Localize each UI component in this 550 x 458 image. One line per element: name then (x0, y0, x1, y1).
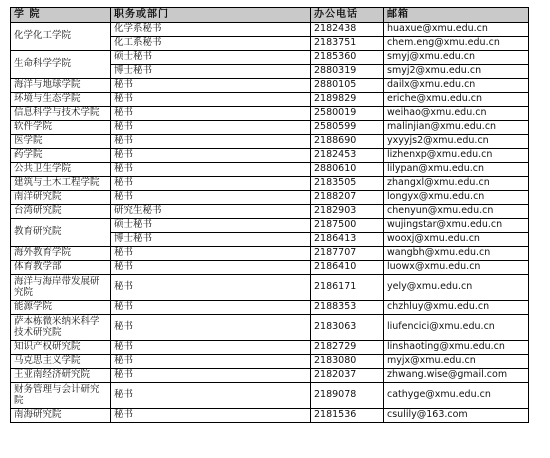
email-cell: chenyun@xmu.edu.cn (384, 205, 529, 219)
college-cell: 信息科学与技术学院 (11, 107, 111, 121)
role-cell: 秘书 (111, 177, 311, 191)
table-row (11, 315, 529, 341)
email-cell: csulily@163.com (384, 409, 529, 423)
college-cell: 财务管理与会计研究院 (11, 383, 111, 409)
email-cell: yely@xmu.edu.cn (384, 275, 529, 301)
role-cell: 秘书 (111, 79, 311, 93)
college-cell: 马克思主义学院 (11, 355, 111, 369)
table-row (11, 205, 529, 219)
email-cell: myjx@xmu.edu.cn (384, 355, 529, 369)
role-cell: 秘书 (111, 247, 311, 261)
phone-cell: 2880105 (311, 79, 384, 93)
phone-cell: 2188353 (311, 301, 384, 315)
college-cell: 南海研究院 (11, 409, 111, 423)
email-cell: smyj2@xmu.edu.cn (384, 65, 529, 79)
email-cell: yxyyjs2@xmu.edu.cn (384, 135, 529, 149)
phone-cell: 2182453 (311, 149, 384, 163)
table-row (11, 219, 529, 233)
email-cell: linshaoting@xmu.edu.cn (384, 341, 529, 355)
role-cell: 博士秘书 (111, 233, 311, 247)
email-cell: zhangxl@xmu.edu.cn (384, 177, 529, 191)
role-cell: 秘书 (111, 275, 311, 301)
phone-cell: 2182037 (311, 369, 384, 383)
email-cell: longyx@xmu.edu.cn (384, 191, 529, 205)
table-row (11, 149, 529, 163)
phone-cell: 2183505 (311, 177, 384, 191)
college-cell: 软件学院 (11, 121, 111, 135)
role-cell: 秘书 (111, 107, 311, 121)
email-cell: zhwang.wise@gmail.com (384, 369, 529, 383)
role-cell: 化学系秘书 (111, 23, 311, 37)
role-cell: 秘书 (111, 149, 311, 163)
table-row (11, 177, 529, 191)
phone-cell: 2186410 (311, 261, 384, 275)
email-cell: lilypan@xmu.edu.cn (384, 163, 529, 177)
phone-cell: 2189829 (311, 93, 384, 107)
college-cell: 公共卫生学院 (11, 163, 111, 177)
table-row (11, 121, 529, 135)
college-cell: 教育研究院 (11, 219, 111, 247)
phone-cell: 2185360 (311, 51, 384, 65)
phone-cell: 2188207 (311, 191, 384, 205)
table-row (11, 341, 529, 355)
role-cell: 秘书 (111, 315, 311, 341)
phone-cell: 2182903 (311, 205, 384, 219)
email-cell: lizhenxp@xmu.edu.cn (384, 149, 529, 163)
role-cell: 秘书 (111, 409, 311, 423)
table-body (11, 23, 529, 423)
email-cell: liufencici@xmu.edu.cn (384, 315, 529, 341)
email-cell: weihao@xmu.edu.cn (384, 107, 529, 121)
phone-cell: 2187707 (311, 247, 384, 261)
header-phone: 办公电话 (311, 8, 384, 23)
role-cell: 硕士秘书 (111, 51, 311, 65)
table-row (11, 93, 529, 107)
role-cell: 秘书 (111, 191, 311, 205)
table-row (11, 261, 529, 275)
role-cell: 研究生秘书 (111, 205, 311, 219)
role-cell: 秘书 (111, 301, 311, 315)
email-cell: wujingstar@xmu.edu.cn (384, 219, 529, 233)
phone-cell: 2186413 (311, 233, 384, 247)
role-cell: 秘书 (111, 135, 311, 149)
phone-cell: 2186171 (311, 275, 384, 301)
table-row (11, 275, 529, 301)
college-cell: 南洋研究院 (11, 191, 111, 205)
table-row (11, 383, 529, 409)
table-row (11, 301, 529, 315)
role-cell: 秘书 (111, 383, 311, 409)
college-cell: 药学院 (11, 149, 111, 163)
phone-cell: 2181536 (311, 409, 384, 423)
email-cell: huaxue@xmu.edu.cn (384, 23, 529, 37)
role-cell: 秘书 (111, 163, 311, 177)
college-cell: 王亚南经济研究院 (11, 369, 111, 383)
college-cell: 萨本栋微米纳米科学技术研究院 (11, 315, 111, 341)
table-row (11, 23, 529, 37)
table-row (11, 51, 529, 65)
table-row (11, 355, 529, 369)
college-cell: 生命科学学院 (11, 51, 111, 79)
role-cell: 秘书 (111, 355, 311, 369)
email-cell: dailx@xmu.edu.cn (384, 79, 529, 93)
phone-cell: 2580019 (311, 107, 384, 121)
phone-cell: 2183080 (311, 355, 384, 369)
phone-cell: 2183751 (311, 37, 384, 51)
table-row (11, 369, 529, 383)
header-college: 学 院 (11, 8, 111, 23)
college-cell: 环境与生态学院 (11, 93, 111, 107)
role-cell: 化工系秘书 (111, 37, 311, 51)
college-cell: 化学化工学院 (11, 23, 111, 51)
phone-cell: 2188690 (311, 135, 384, 149)
phone-cell: 2580599 (311, 121, 384, 135)
college-cell: 建筑与土木工程学院 (11, 177, 111, 191)
role-cell: 硕士秘书 (111, 219, 311, 233)
table-row (11, 163, 529, 177)
email-cell: wangbh@xmu.edu.cn (384, 247, 529, 261)
table-row (11, 107, 529, 121)
college-cell: 体育教学部 (11, 261, 111, 275)
role-cell: 秘书 (111, 261, 311, 275)
college-cell: 海外教育学院 (11, 247, 111, 261)
role-cell: 博士秘书 (111, 65, 311, 79)
role-cell: 秘书 (111, 121, 311, 135)
header-row (11, 8, 529, 23)
phone-cell: 2183063 (311, 315, 384, 341)
phone-cell: 2880610 (311, 163, 384, 177)
phone-cell: 2187500 (311, 219, 384, 233)
email-cell: luowx@xmu.edu.cn (384, 261, 529, 275)
role-cell: 秘书 (111, 93, 311, 107)
email-cell: chem.eng@xmu.edu.cn (384, 37, 529, 51)
phone-cell: 2182438 (311, 23, 384, 37)
table-row (11, 247, 529, 261)
college-cell: 台湾研究院 (11, 205, 111, 219)
phone-cell: 2880319 (311, 65, 384, 79)
email-cell: chzhluy@xmu.edu.cn (384, 301, 529, 315)
table-row (11, 79, 529, 93)
email-cell: wooxj@xmu.edu.cn (384, 233, 529, 247)
header-email: 邮箱 (384, 8, 529, 23)
phone-cell: 2182729 (311, 341, 384, 355)
email-cell: smyj@xmu.edu.cn (384, 51, 529, 65)
college-cell: 海洋与海岸带发展研究院 (11, 275, 111, 301)
email-cell: malinjian@xmu.edu.cn (384, 121, 529, 135)
college-cell: 海洋与地球学院 (11, 79, 111, 93)
contact-table (10, 7, 529, 423)
college-cell: 能源学院 (11, 301, 111, 315)
role-cell: 秘书 (111, 341, 311, 355)
page (10, 7, 529, 423)
table-row (11, 191, 529, 205)
role-cell: 秘书 (111, 369, 311, 383)
table-row (11, 409, 529, 423)
table-row (11, 135, 529, 149)
email-cell: eriche@xmu.edu.cn (384, 93, 529, 107)
college-cell: 医学院 (11, 135, 111, 149)
email-cell: cathyge@xmu.edu.cn (384, 383, 529, 409)
header-role: 职务或部门 (111, 8, 311, 23)
phone-cell: 2189078 (311, 383, 384, 409)
college-cell: 知识产权研究院 (11, 341, 111, 355)
